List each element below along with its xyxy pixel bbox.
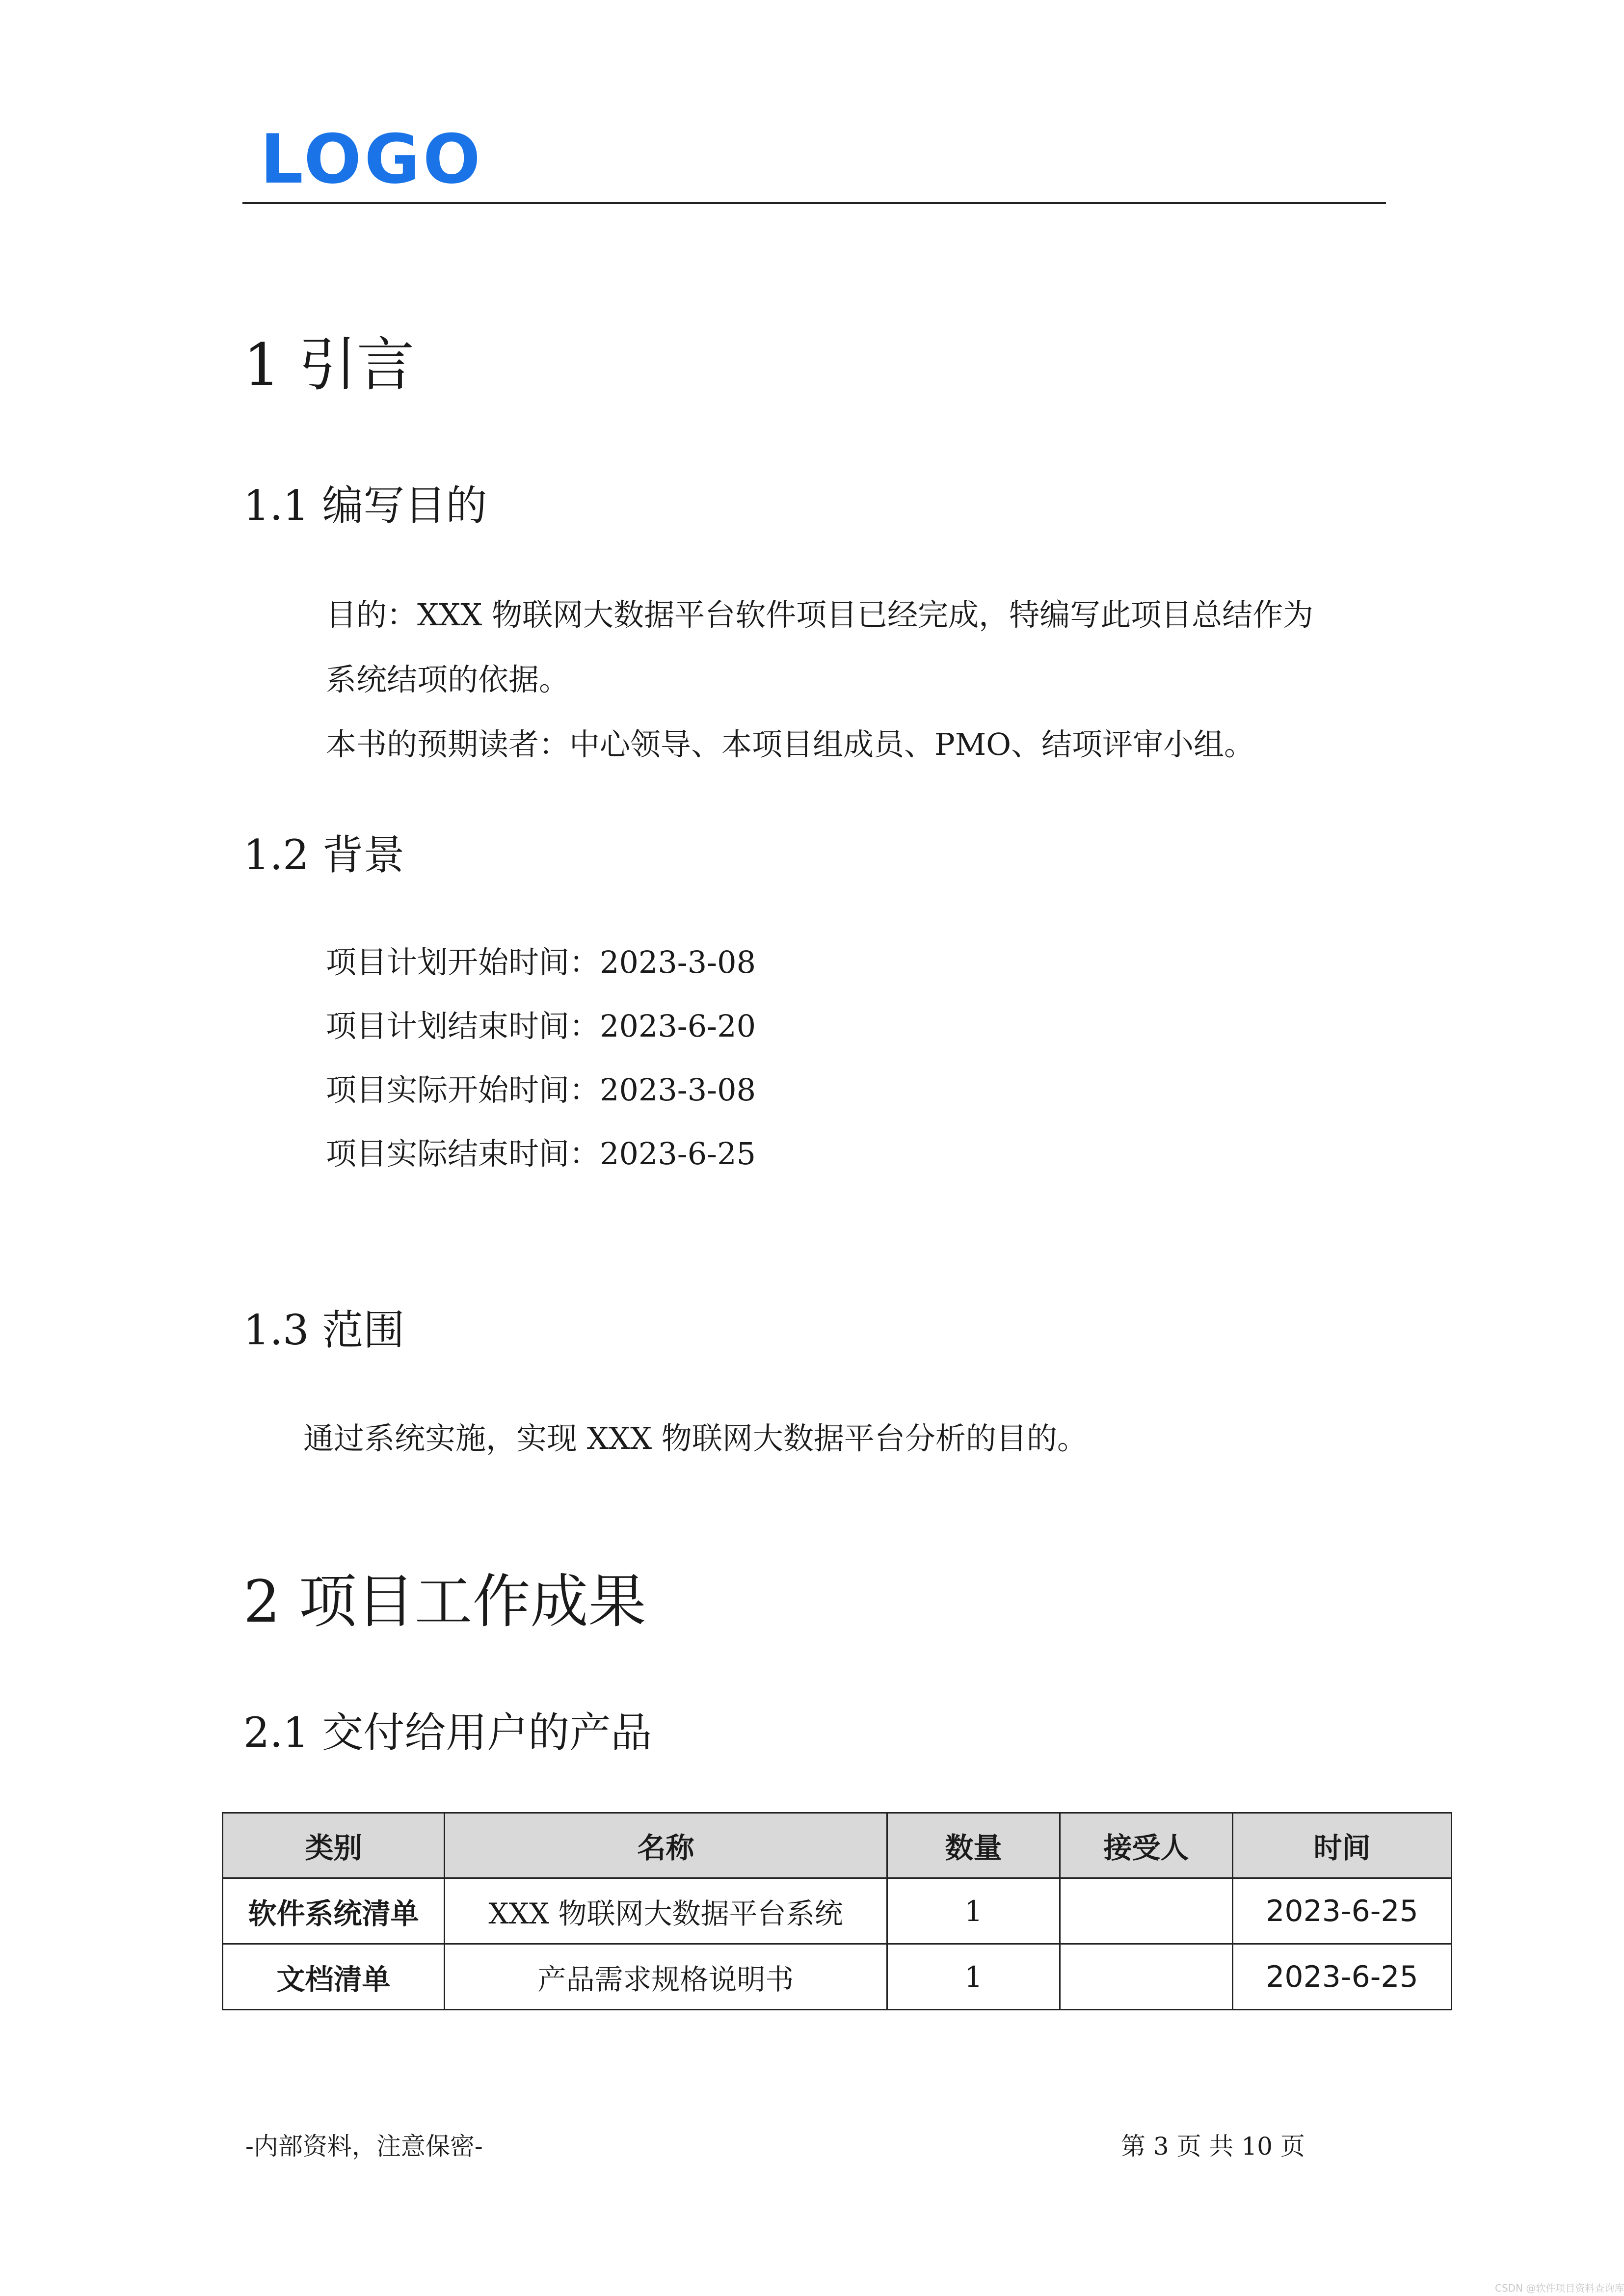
cell-recipient	[1060, 1878, 1233, 1944]
cell-category: 文档清单	[223, 1944, 445, 2010]
logo-text: LOGO	[260, 120, 483, 199]
table-row	[223, 1944, 1452, 2010]
schedule-item: 项目实际开始时间：2023-3-08	[326, 1072, 756, 1108]
source-watermark: CSDN @软件项目资料查询库	[1495, 2282, 1624, 2294]
header-divider	[242, 202, 1386, 204]
column-header-date: 时间	[1233, 1813, 1452, 1878]
column-header-quantity: 数量	[887, 1813, 1060, 1878]
cell-name: 产品需求规格说明书	[445, 1944, 887, 2010]
cell-category: 软件系统清单	[223, 1878, 445, 1944]
schedule-item: 项目计划开始时间：2023-3-08	[326, 944, 756, 980]
section-heading-2-1: 2.1 交付给用户的产品	[243, 1709, 652, 1757]
footer-page-number: 第 3 页 共 10 页	[1121, 2132, 1305, 2161]
deliverables-table	[222, 1812, 1452, 2010]
column-header-recipient: 接受人	[1060, 1813, 1233, 1878]
readers-line: 本书的预期读者：中心领导、本项目组成员、PMO、结项评审小组。	[326, 726, 1255, 762]
column-header-category: 类别	[223, 1813, 445, 1878]
column-header-name: 名称	[445, 1813, 887, 1878]
footer-confidential: -内部资料，注意保密-	[245, 2132, 483, 2161]
purpose-line-2: 系统结项的依据。	[326, 662, 570, 697]
section-heading-2: 2 项目工作成果	[243, 1568, 646, 1635]
scope-paragraph: 通过系统实施，实现 XXX 物联网大数据平台分析的目的。	[303, 1420, 1088, 1456]
cell-date: 2023-6-25	[1233, 1878, 1452, 1944]
cell-recipient	[1060, 1944, 1233, 2010]
cell-name: XXX 物联网大数据平台系统	[445, 1878, 887, 1944]
cell-date: 2023-6-25	[1233, 1944, 1452, 2010]
section-heading-1-3: 1.3 范围	[243, 1306, 405, 1354]
section-heading-1: 1 引言	[243, 331, 415, 399]
cell-quantity: 1	[887, 1878, 1060, 1944]
schedule-item: 项目实际结束时间：2023-6-25	[326, 1136, 756, 1172]
section-heading-1-2: 1.2 背景	[243, 831, 405, 879]
company-logo	[260, 120, 483, 199]
purpose-line-1: 目的：XXX 物联网大数据平台软件项目已经完成，特编写此项目总结作为	[326, 597, 1314, 633]
table-row	[223, 1878, 1452, 1944]
cell-quantity: 1	[887, 1944, 1060, 2010]
section-heading-1-1: 1.1 编写目的	[243, 481, 487, 530]
table-header-row	[223, 1813, 1452, 1878]
schedule-item: 项目计划结束时间：2023-6-20	[326, 1008, 756, 1044]
